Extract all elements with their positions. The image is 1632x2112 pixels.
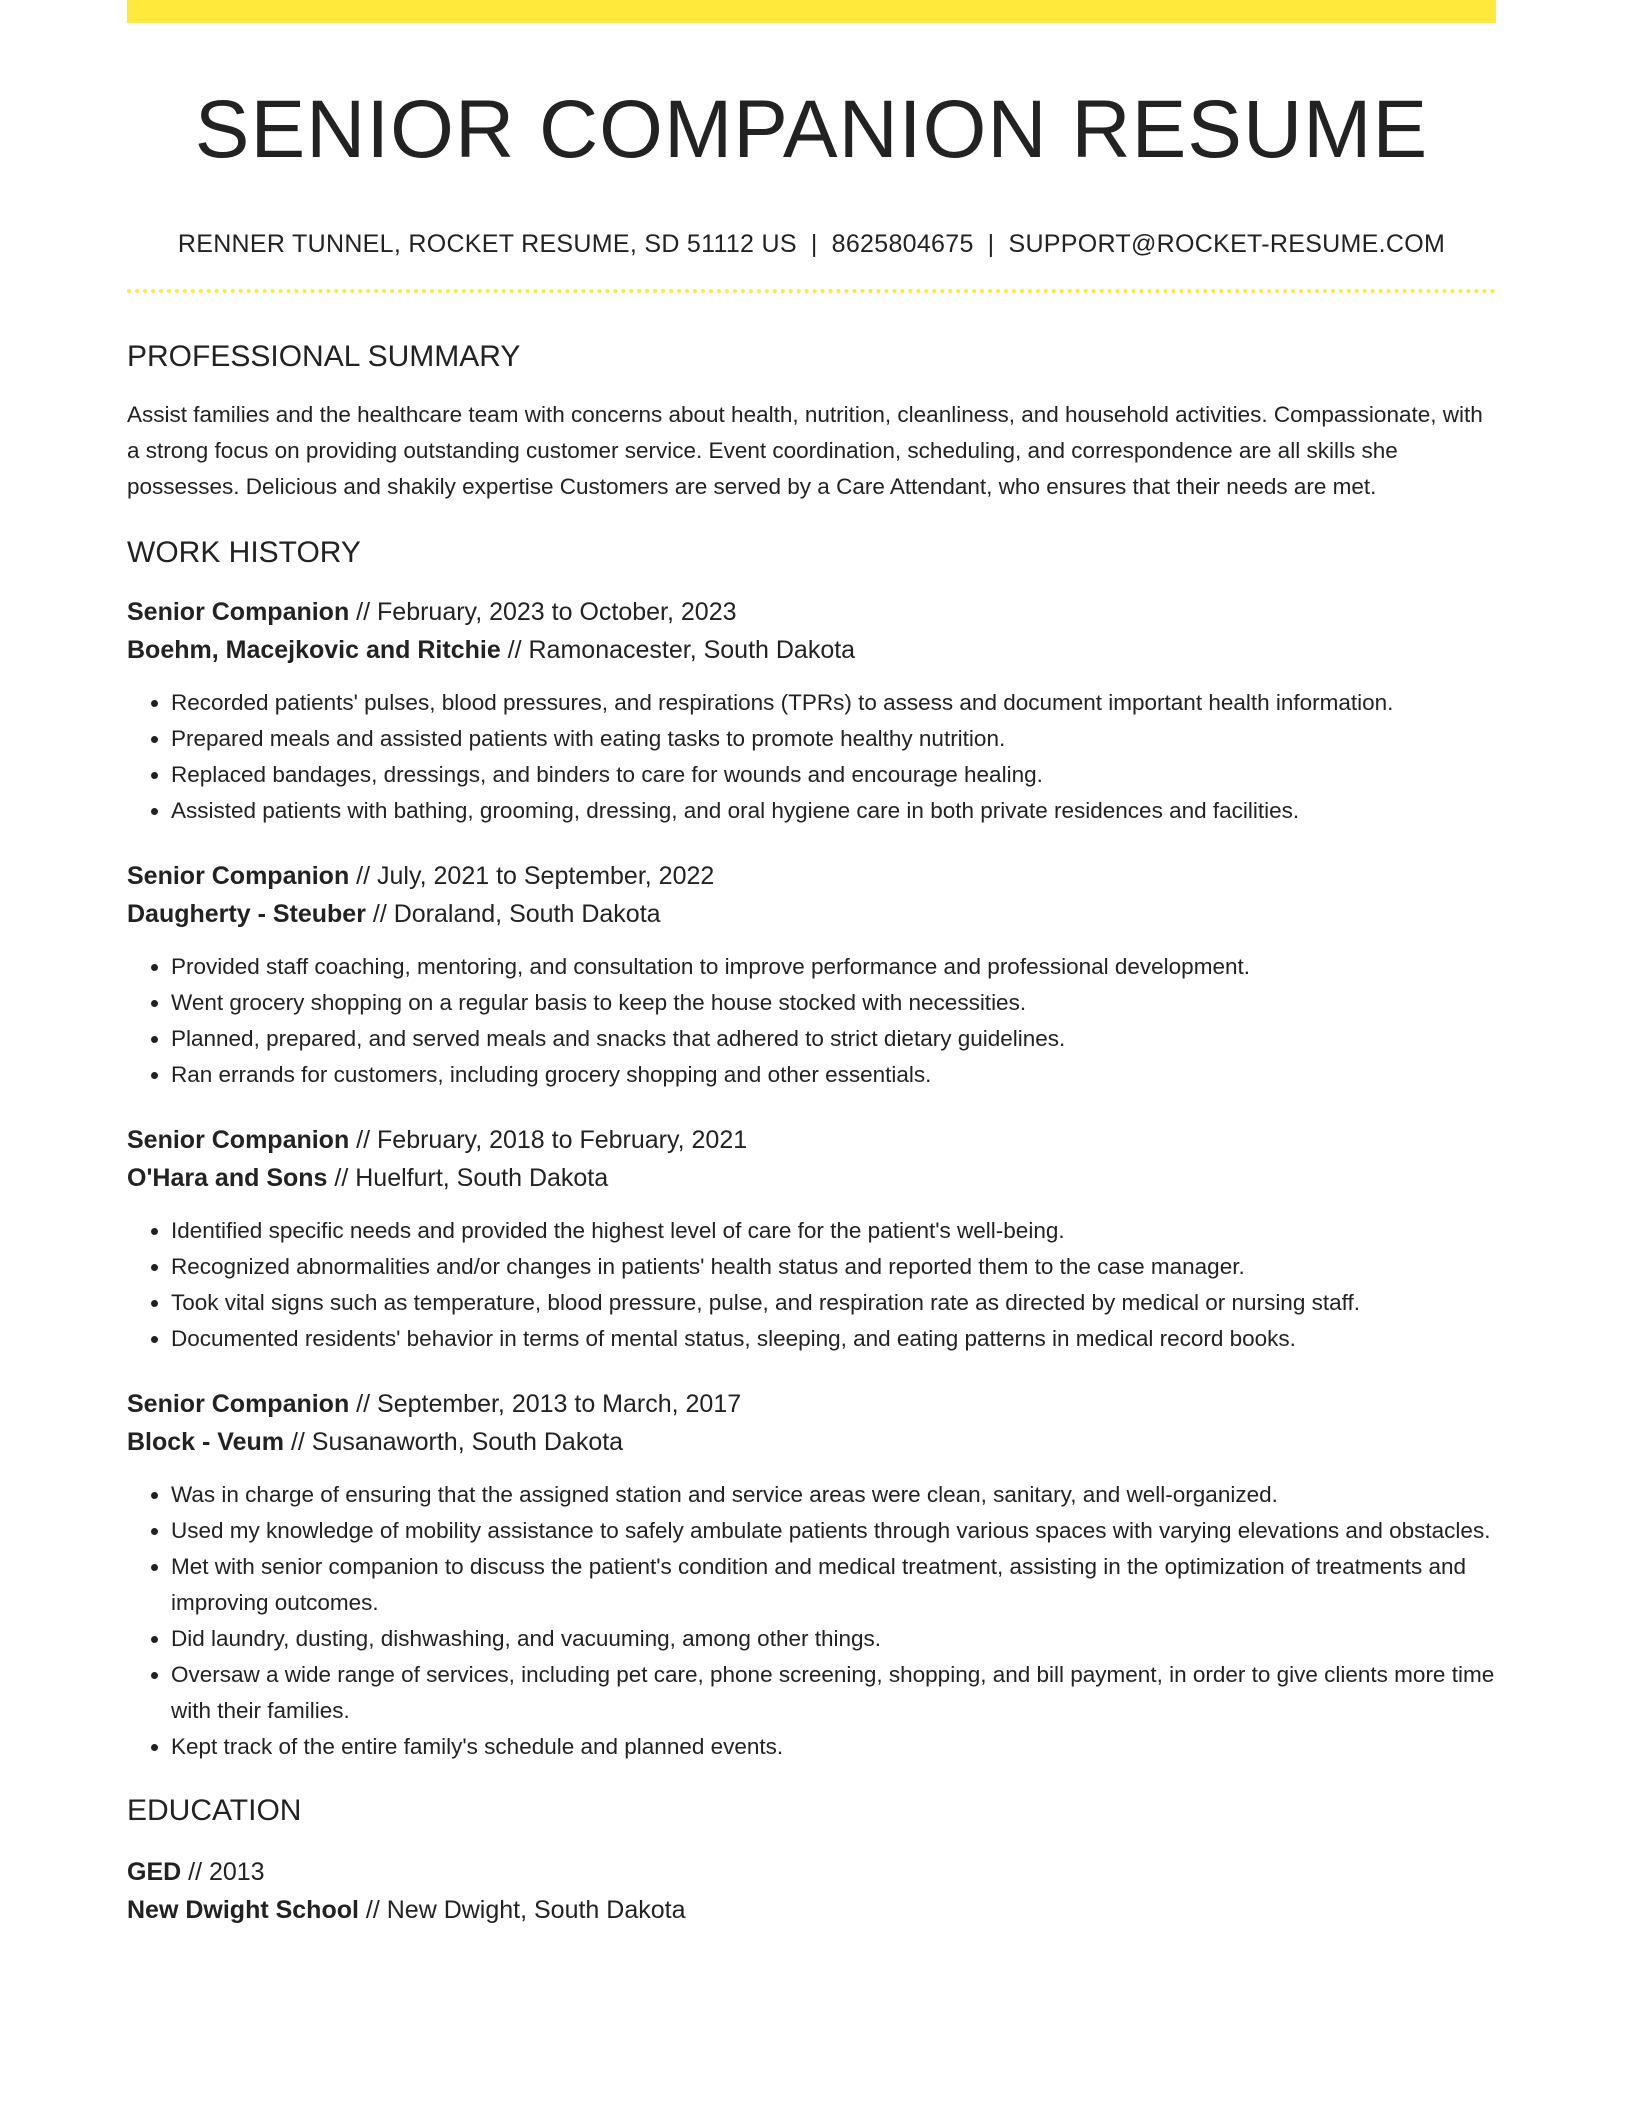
list-item: • Was in charge of ensuring that the assigned station and service areas were clean, sanitary, and well-organized.: [171, 1477, 1496, 1513]
degree-line: [127, 1853, 1496, 1891]
job-company: Daugherty - Steuber: [127, 900, 366, 929]
list-item: • Oversaw a wide range of services, including pet care, phone screening, shopping, and bill payment, in order to give clients more time with their families.: [171, 1657, 1496, 1729]
list-item: • Recorded patients' pulses, blood pressures, and respirations (TPRs) to assess and document important health information.: [171, 685, 1496, 721]
job-dates: // February, 2023 to October, 2023: [349, 598, 737, 627]
job-title-line: [127, 1385, 1496, 1423]
job-role: Senior Companion: [127, 862, 350, 891]
school-location: // New Dwight, South Dakota: [358, 1896, 686, 1925]
job-entry: [127, 1385, 1496, 1765]
work-history-section: [127, 535, 1496, 1765]
education-entry: [127, 1853, 1496, 1929]
list-item: • Did laundry, dusting, dishwashing, and vacuuming, among other things.: [171, 1621, 1496, 1657]
summary-section: [127, 339, 1496, 505]
list-item: • Assisted patients with bathing, grooming, dressing, and oral hygiene care in both private residences and facilities.: [171, 793, 1496, 829]
job-duties: [127, 1477, 1496, 1765]
job-duties: [127, 1213, 1496, 1357]
list-item: • Met with senior companion to discuss the patient's condition and medical treatment, assisting in the optimization of treatments and improving outcomes.: [171, 1549, 1496, 1621]
list-item: • Ran errands for customers, including grocery shopping and other essentials.: [171, 1057, 1496, 1093]
job-location: // Doraland, South Dakota: [365, 900, 661, 929]
contact-address: RENNER TUNNEL, ROCKET RESUME, SD 51112 US: [177, 230, 797, 259]
job-location: // Huelfurt, South Dakota: [327, 1164, 609, 1193]
list-item: • Provided staff coaching, mentoring, and consultation to improve performance and professional development.: [171, 949, 1496, 985]
job-role: Senior Companion: [127, 598, 350, 627]
education-section: [127, 1793, 1496, 1929]
contact-email: SUPPORT@ROCKET-RESUME.COM: [1008, 230, 1446, 259]
list-item: • Replaced bandages, dressings, and binders to care for wounds and encourage healing.: [171, 757, 1496, 793]
education-heading: EDUCATION: [127, 1794, 302, 1828]
job-duties: [127, 685, 1496, 829]
job-company: O'Hara and Sons: [127, 1164, 328, 1193]
list-item: • Recognized abnormalities and/or changes in patients' health status and reported them to the case manager.: [171, 1249, 1496, 1285]
list-item: • Used my knowledge of mobility assistance to safely ambulate patients through various spaces with varying elevations and obstacles.: [171, 1513, 1496, 1549]
job-dates: // September, 2013 to March, 2017: [349, 1390, 742, 1419]
list-item: • Identified specific needs and provided the highest level of care for the patient's well-being.: [171, 1213, 1496, 1249]
list-item: • Documented residents' behavior in terms of mental status, sleeping, and eating patterns in medical record books.: [171, 1321, 1496, 1357]
job-title-line: [127, 1121, 1496, 1159]
job-location: // Ramonacester, South Dakota: [500, 636, 856, 665]
job-role: Senior Companion: [127, 1390, 350, 1419]
job-title-line: [127, 593, 1496, 631]
job-dates: // July, 2021 to September, 2022: [349, 862, 715, 891]
job-duties: [127, 949, 1496, 1093]
list-item: • Took vital signs such as temperature, blood pressure, pulse, and respiration rate as directed by medical or nursing staff.: [171, 1285, 1496, 1321]
summary-heading: PROFESSIONAL SUMMARY: [127, 340, 521, 374]
degree: GED: [127, 1858, 182, 1887]
job-role: Senior Companion: [127, 1126, 350, 1155]
summary-text: Assist families and the healthcare team with concerns about health, nutrition, cleanliness, and household activities. Compassionate, with a strong focus on providing outstanding customer service. Event coordination, scheduling, and correspondence are all skills she possesses. Delicious and shakily expertise Customers are served by a Care Attendant, who ensures that their needs are met.: [127, 402, 1483, 500]
graduation-year: // 2013: [181, 1858, 265, 1887]
job-company-line: [127, 631, 1496, 669]
work-history-heading: WORK HISTORY: [127, 536, 361, 570]
contact-line: [127, 229, 1496, 259]
list-item: • Went grocery shopping on a regular basis to keep the house stocked with necessities.: [171, 985, 1496, 1021]
job-entry: [127, 857, 1496, 1093]
job-title-line: [127, 857, 1496, 895]
page-title: SENIOR COMPANION RESUME: [194, 84, 1429, 175]
school-name: New Dwight School: [127, 1896, 359, 1925]
job-company: Block - Veum: [127, 1428, 284, 1457]
job-company-line: [127, 1159, 1496, 1197]
school-line: [127, 1891, 1496, 1929]
contact-phone: 8625804675: [831, 230, 974, 259]
job-dates: // February, 2018 to February, 2021: [349, 1126, 748, 1155]
list-item: • Planned, prepared, and served meals and snacks that adhered to strict dietary guidelines.: [171, 1021, 1496, 1057]
job-entry: [127, 593, 1496, 829]
job-list: [127, 593, 1496, 1765]
job-company: Boehm, Macejkovic and Ritchie: [127, 636, 501, 665]
contact-separator: |: [987, 230, 995, 259]
list-item: • Prepared meals and assisted patients with eating tasks to promote healthy nutrition.: [171, 721, 1496, 757]
list-item: • Kept track of the entire family's schedule and planned events.: [171, 1729, 1496, 1765]
top-accent-bar: [127, 0, 1496, 23]
job-entry: [127, 1121, 1496, 1357]
resume-page: [127, 0, 1496, 1929]
dotted-divider: [127, 289, 1496, 293]
job-company-line: [127, 895, 1496, 933]
contact-separator: |: [810, 230, 818, 259]
job-company-line: [127, 1423, 1496, 1461]
job-location: // Susanaworth, South Dakota: [284, 1428, 624, 1457]
